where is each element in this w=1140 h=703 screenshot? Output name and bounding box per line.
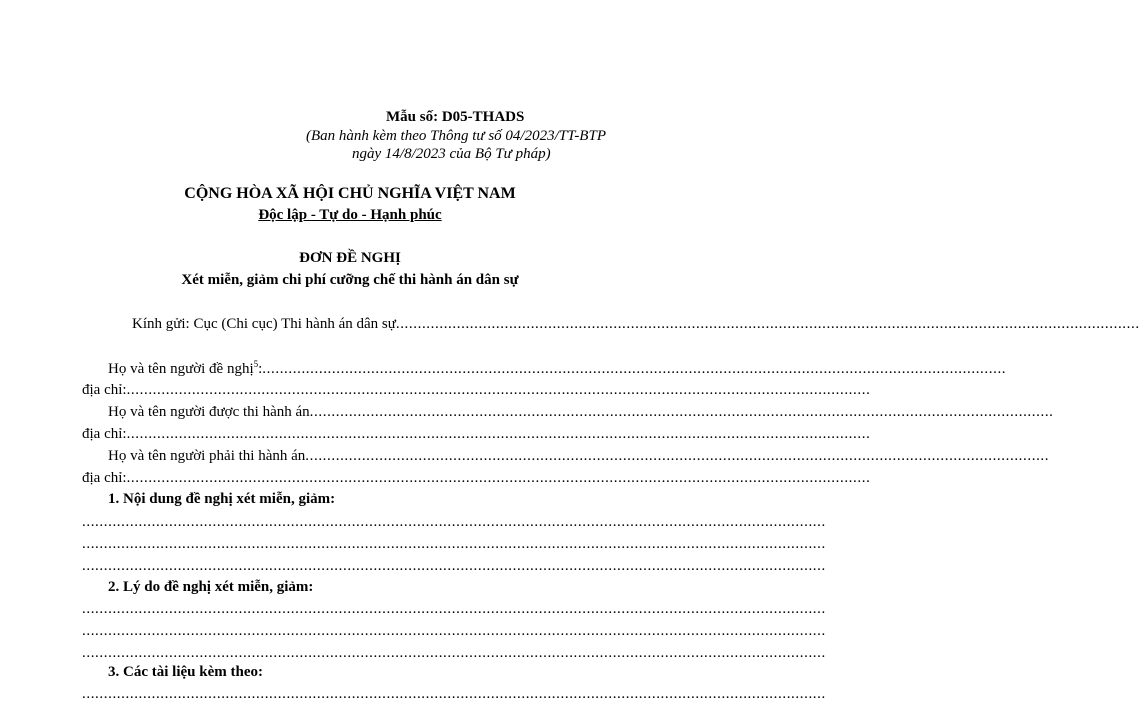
recipient-fill[interactable]: ...........................................................................................................................................................................	[395, 316, 1140, 332]
creditor-name-line	[108, 404, 1054, 421]
issued-note-line1: (Ban hành kèm theo Thông tư số 04/2023/TT-BTP	[306, 128, 606, 144]
section-2-heading: 2. Lý do đề nghị xét miễn, giảm:	[108, 579, 314, 595]
creditor-name-fill[interactable]: ...........................................................................................................................................................................	[309, 404, 1054, 420]
debtor-address-label: địa chỉ:	[82, 470, 127, 486]
national-name: CỘNG HÒA XÃ HỘI CHỦ NGHĨA VIỆT NAM	[184, 185, 516, 202]
footnote-ref: 5	[253, 359, 259, 369]
debtor-name-line	[108, 448, 1050, 465]
section-1-heading: 1. Nội dung đề nghị xét miễn, giảm:	[108, 491, 336, 507]
section-2-fill-line[interactable]: ...........................................................................................................................................................................	[82, 623, 826, 639]
document-subtitle: Xét miễn, giảm chi phí cưỡng chế thi hành án dân sự	[181, 272, 519, 288]
debtor-name-fill[interactable]: ...........................................................................................................................................................................	[305, 448, 1050, 464]
recipient-line	[132, 316, 1140, 333]
national-motto: Độc lập - Tự do - Hạnh phúc	[258, 207, 442, 223]
recipient-label: Kính gửi: Cục (Chi cục) Thi hành án dân sự	[132, 316, 396, 332]
debtor-address-fill[interactable]: ...........................................................................................................................................................................	[126, 470, 871, 486]
creditor-address-label: địa chỉ:	[82, 426, 127, 442]
issued-note-line2: ngày 14/8/2023 của Bộ Tư pháp)	[352, 146, 551, 162]
debtor-address-line	[82, 470, 871, 487]
section-3-heading: 3. Các tài liệu kèm theo:	[108, 664, 263, 680]
creditor-address-line	[82, 426, 871, 443]
section-2-fill-line[interactable]: ...........................................................................................................................................................................	[82, 645, 826, 661]
section-1-fill-line[interactable]: ...........................................................................................................................................................................	[82, 558, 826, 574]
requester-name-fill[interactable]: ...........................................................................................................................................................................	[262, 361, 1007, 377]
requester-address-line	[82, 382, 871, 399]
requester-name-label: Họ và tên người đề nghị	[108, 361, 254, 377]
section-2-fill-line[interactable]: ...........................................................................................................................................................................	[82, 601, 826, 617]
requester-address-fill[interactable]: ...........................................................................................................................................................................	[126, 382, 871, 398]
document-title: ĐƠN ĐỀ NGHỊ	[299, 250, 401, 266]
form-code: Mẫu số: D05-THADS	[386, 109, 525, 125]
creditor-address-fill[interactable]: ...........................................................................................................................................................................	[126, 426, 871, 442]
national-motto-wrap	[0, 207, 700, 224]
section-1-fill-line[interactable]: ...........................................................................................................................................................................	[82, 514, 826, 530]
requester-address-label: địa chỉ:	[82, 382, 127, 398]
section-1-fill-line[interactable]: ...........................................................................................................................................................................	[82, 536, 826, 552]
section-3-fill-line[interactable]: ...........................................................................................................................................................................	[82, 686, 826, 702]
debtor-name-label: Họ và tên người phải thi hành án	[108, 448, 306, 464]
requester-name-line: Họ và tên người đề nghị$^5$:...........................................................................................................................................................................	[108, 359, 1007, 377]
creditor-name-label: Họ và tên người được thi hành án	[108, 404, 310, 420]
